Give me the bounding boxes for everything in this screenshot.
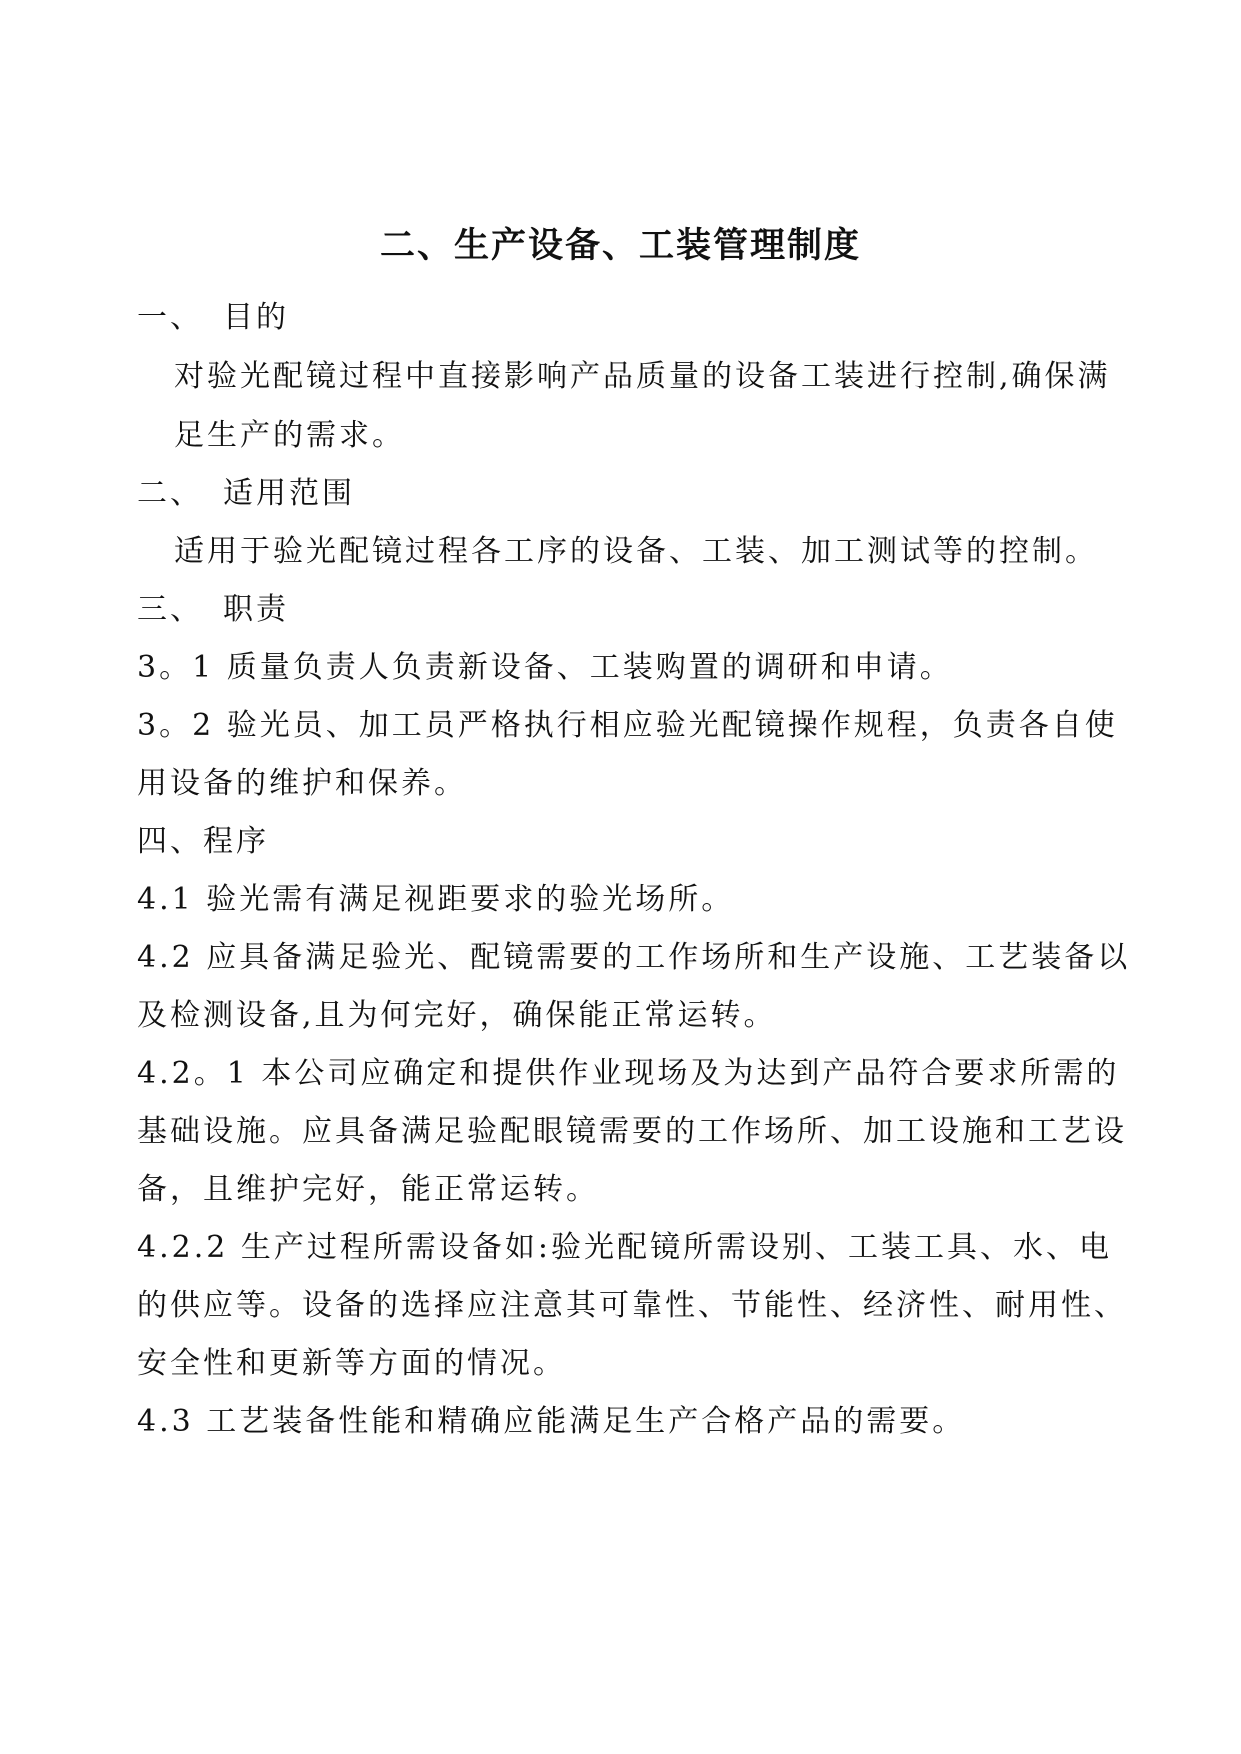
paragraph-line: 安全性和更新等方面的情况。 [137, 1346, 566, 1381]
paragraph-line: 的供应等。设备的选择应注意其可靠性、节能性、经济性、耐用性、 [137, 1288, 1127, 1323]
document-title: 二、生产设备、工装管理制度 [379, 225, 861, 266]
section-number: 四、 [137, 824, 203, 859]
paragraph-line: 3。2 验光员、加工员严格执行相应验光配镜操作规程，负责各自使 [137, 708, 1118, 743]
paragraph-line: 及检测设备,且为何完好，确保能正常运转。 [137, 998, 777, 1033]
section-heading-scope [137, 474, 355, 514]
paragraph-line: 足生产的需求。 [174, 418, 405, 453]
paragraph-line: 3。1 质量负责人负责新设备、工装购置的调研和申请。 [137, 650, 953, 685]
paragraph-line: 适用于验光配镜过程各工序的设备、工装、加工测试等的控制。 [174, 534, 1098, 569]
paragraph-line: 4.3 工艺装备性能和精确应能满足生产合格产品的需要。 [137, 1404, 966, 1439]
section-number: 三、 [137, 592, 203, 627]
paragraph-line: 4.2.2 生产过程所需设备如:验光配镜所需设别、工装工具、水、电 [137, 1230, 1112, 1265]
section-heading-purpose [137, 298, 289, 338]
section-heading-text: 目的 [223, 300, 289, 335]
paragraph-line: 备，且维护完好，能正常运转。 [137, 1172, 599, 1207]
paragraph-line: 4.2 应具备满足验光、配镜需要的工作场所和生产设施、工艺装备以 [137, 940, 1131, 975]
paragraph-line: 基础设施。应具备满足验配眼镜需要的工作场所、加工设施和工艺设 [137, 1114, 1127, 1149]
section-heading-responsibilities [137, 590, 289, 630]
section-number: 一、 [137, 300, 203, 335]
section-heading-procedure [137, 822, 269, 862]
section-heading-text: 适用范围 [223, 476, 355, 511]
section-heading-text: 程序 [203, 824, 269, 859]
section-number: 二、 [137, 476, 203, 511]
paragraph-line: 4.1 验光需有满足视距要求的验光场所。 [137, 882, 735, 917]
paragraph-line: 对验光配镜过程中直接影响产品质量的设备工装进行控制,确保满 [174, 359, 1111, 394]
paragraph-line: 4.2。1 本公司应确定和提供作业现场及为达到产品符合要求所需的 [137, 1056, 1120, 1091]
section-heading-text: 职责 [223, 592, 289, 627]
paragraph-line: 用设备的维护和保养。 [137, 766, 467, 801]
